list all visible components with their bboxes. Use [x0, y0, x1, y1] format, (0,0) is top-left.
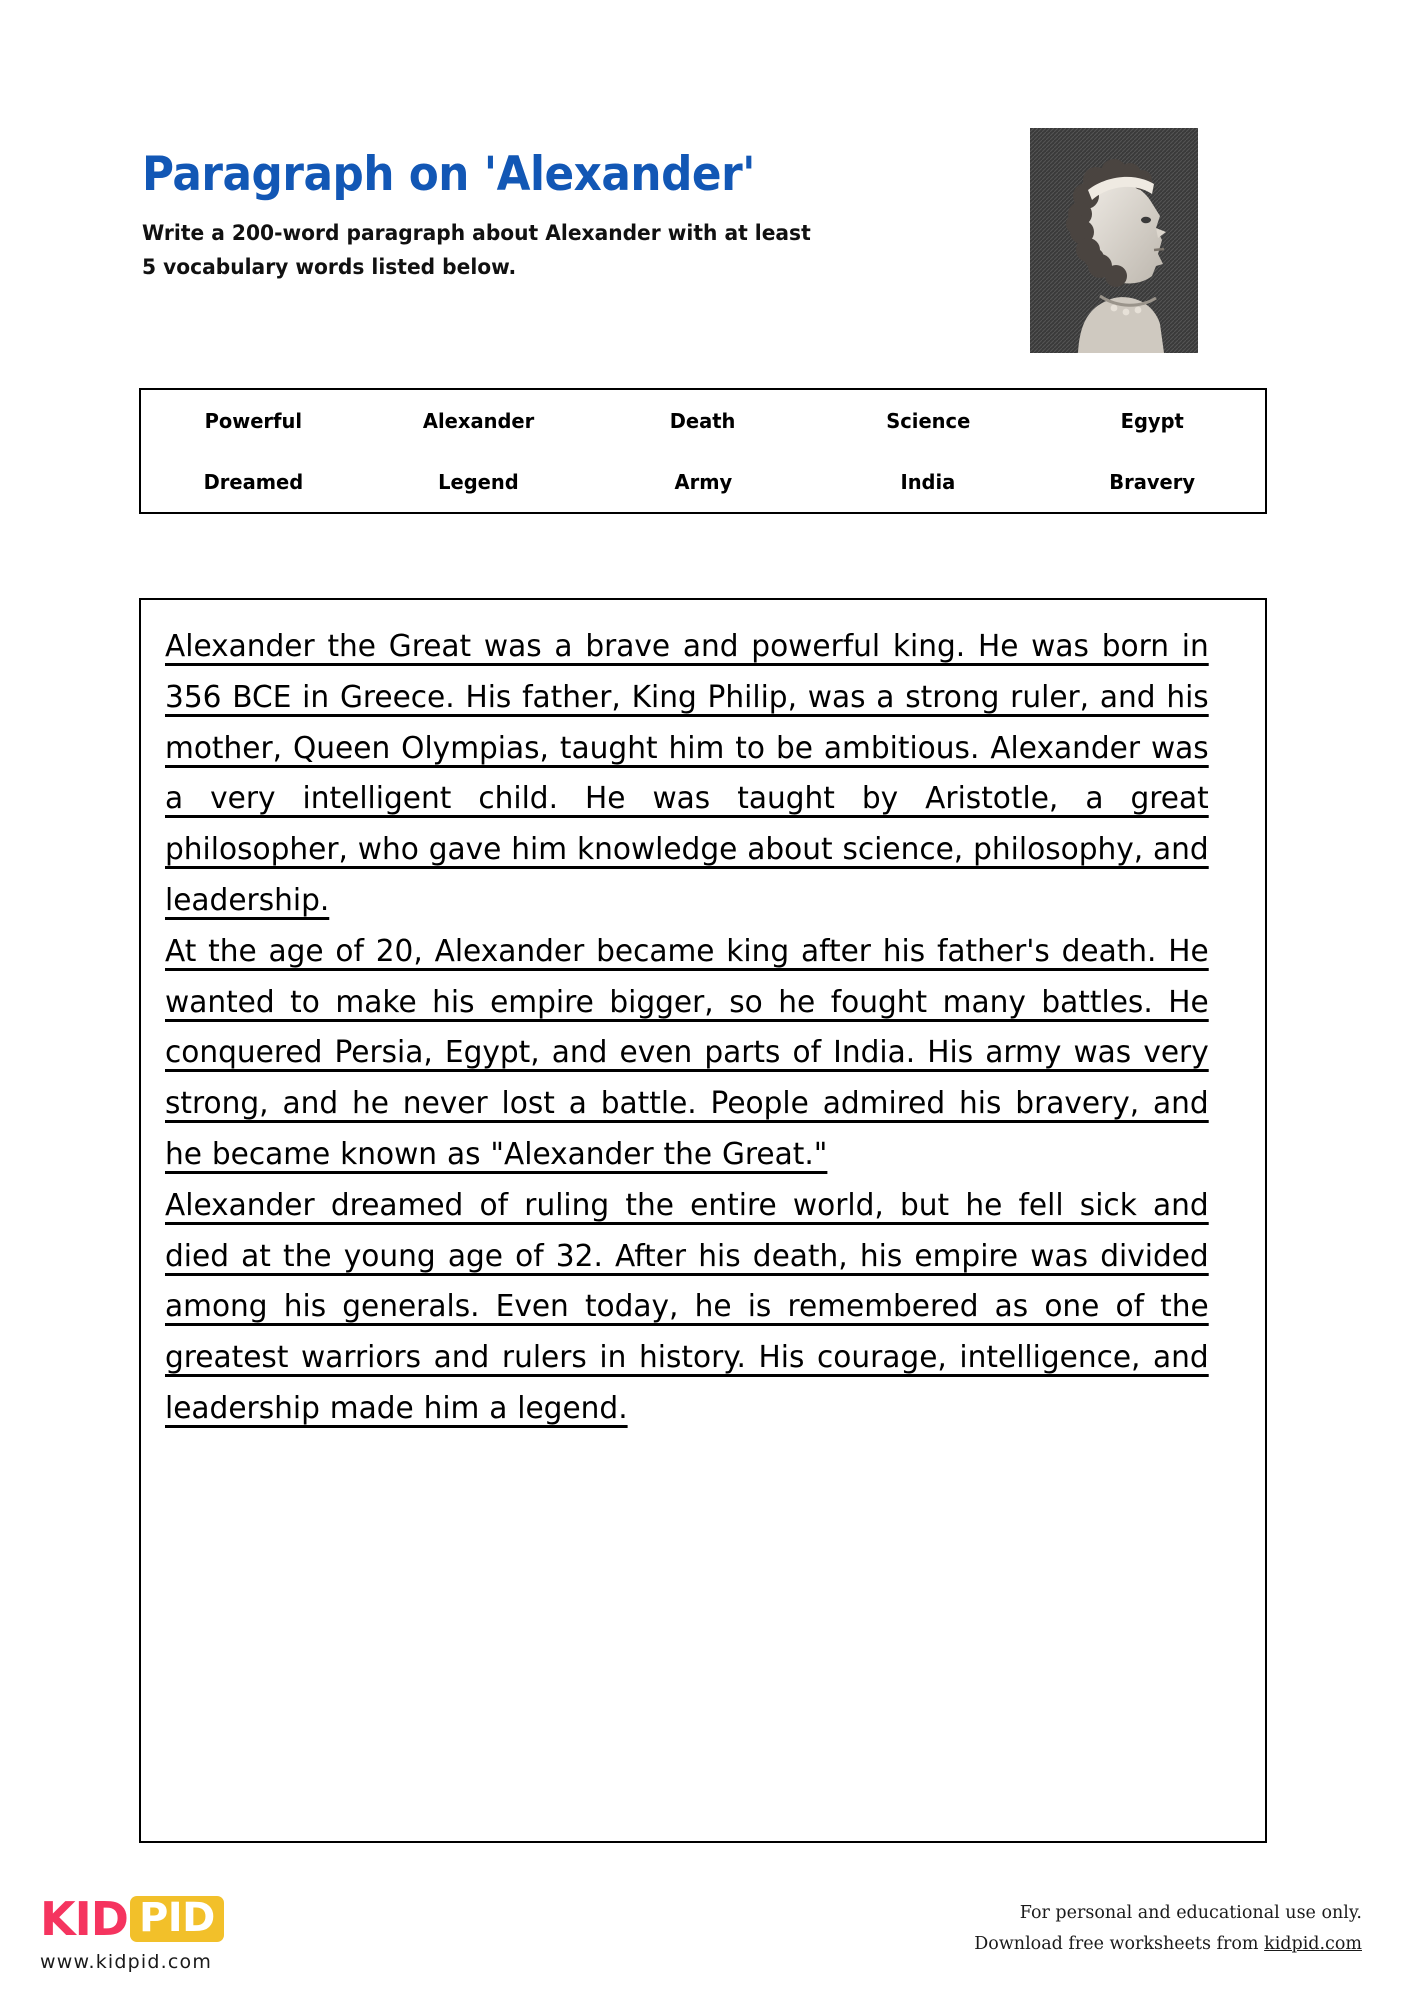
alexander-portrait-image: [1030, 128, 1198, 353]
usage-notice-line-1: For personal and educational use only.: [1019, 1903, 1362, 1923]
portrait-engraving: [1030, 128, 1198, 353]
logo-row: [40, 1893, 370, 1945]
logo-pid-text: PID: [138, 1895, 215, 1941]
vocabulary-word-box: [139, 388, 1267, 514]
instructions: [142, 217, 969, 284]
instruction-line-1: Write a 200-word paragraph about Alexander with at least: [142, 221, 811, 247]
vocabulary-word: Powerful: [204, 408, 303, 433]
instruction-line-2: 5 vocabulary words listed below.: [142, 254, 517, 280]
download-prefix-text: Download free worksheets from: [974, 1933, 1265, 1954]
kidpid-link[interactable]: kidpid.com: [1264, 1933, 1362, 1954]
vocabulary-word: Bravery: [1109, 469, 1196, 494]
kidpid-logo[interactable]: [40, 1893, 370, 1973]
answer-paragraph-2: At the age of 20, Alexander became king after his father's death. He wanted to make his empire bigger, so he fought many battles. He conquered Persia, Egypt, and even parts of India. His army was very strong, and he never lost a battle. People admired his bravery, and he became known as "Alexander the Great.": [165, 933, 1209, 1172]
vocabulary-word: Army: [674, 469, 732, 494]
logo-pid-badge: [130, 1896, 224, 1942]
vocabulary-word: India: [900, 469, 956, 494]
vocabulary-word: Legend: [437, 469, 519, 494]
answer-paragraph-1: Alexander the Great was a brave and powerful king. He was born in 356 BCE in Greece. His father, King Philip, was a strong ruler, and his mother, Queen Olympias, taught him to be ambitious. Alexander was a very intelligent child. He was taught by Aristotle, a great philosopher, who gave him knowledge about science, philosophy, and leadership.: [165, 629, 1209, 918]
paragraph-writing-box[interactable]: [139, 598, 1267, 1843]
vocabulary-word: Egypt: [1120, 408, 1185, 433]
website-url[interactable]: www.kidpid.com: [40, 1951, 213, 1973]
page-title: Paragraph on 'Alexander': [142, 147, 756, 202]
usage-notice: [974, 1898, 1362, 1959]
vocabulary-word: Science: [885, 408, 970, 433]
vocabulary-grid: [141, 390, 1265, 512]
vocabulary-word: Dreamed: [203, 469, 304, 494]
vocabulary-word: Alexander: [422, 408, 534, 433]
usage-notice-line-2: [974, 1929, 1362, 1960]
logo-kid-text: KID: [40, 1892, 128, 1946]
vocabulary-word: Death: [670, 408, 736, 433]
answer-paragraph-3: Alexander dreamed of ruling the entire world, but he fell sick and died at the young age of 32. After his death, his empire was divided among his generals. Even today, he is remembered as one of the greatest warriors and rulers in history. His courage, intelligence, and leadership made him a legend.: [165, 1187, 1209, 1426]
